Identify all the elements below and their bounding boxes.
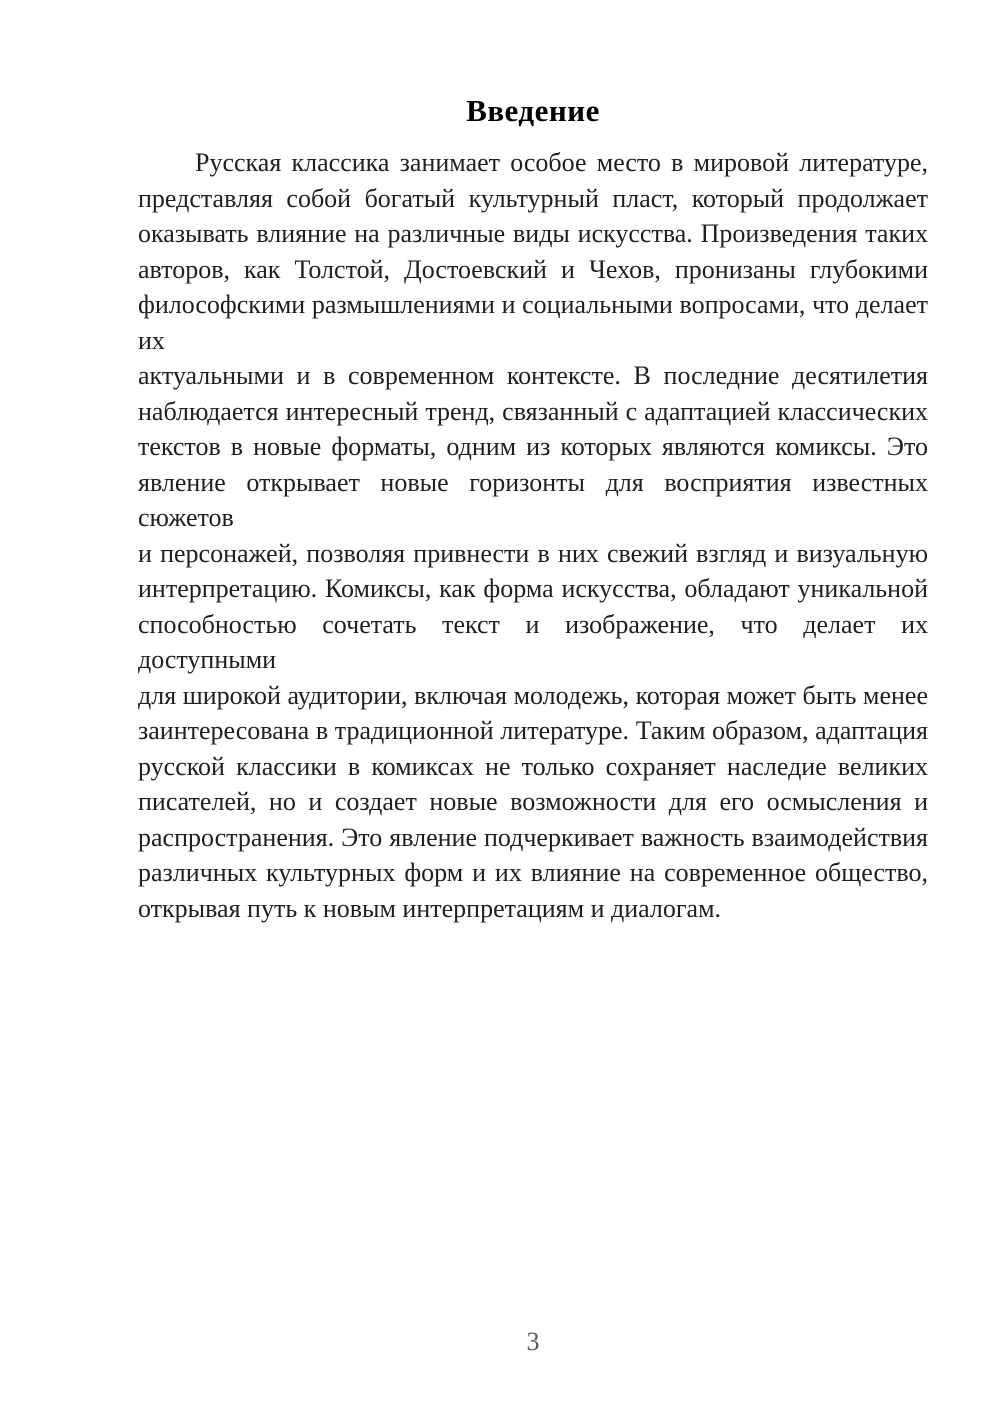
paragraph-line: распространения. Это явление подчеркивает важность взаимодействия	[138, 822, 928, 852]
paragraph-line: способностью сочетать текст и изображение, что делает их доступными	[138, 609, 928, 674]
paragraph-line: авторов, как Толстой, Достоевский и Чехов, пронизаны глубокими	[138, 254, 928, 284]
paragraph-line: заинтересована в традиционной литературе. Таким образом, адаптация	[138, 716, 928, 745]
paragraph-line: и персонажей, позволяя привнести в них свежий взгляд и визуальную	[138, 538, 928, 568]
paragraph-line: для широкой аудитории, включая молодежь, которая может быть менее	[138, 680, 928, 710]
text-column	[138, 93, 928, 926]
paragraph-line: актуальными и в современном контексте. В последние десятилетия	[138, 361, 928, 390]
paragraph-line: русской классики в комиксах не только сохраняет наследие великих	[138, 751, 928, 781]
page-title: Введение	[466, 93, 600, 128]
paragraph-line: Русская классика занимает особое место в мировой литературе,	[195, 148, 928, 177]
paragraph-line: оказывать влияние на различные виды искусства. Произведения таких	[138, 219, 928, 248]
paragraph-line: интерпретацию. Комиксы, как форма искусства, обладают уникальной	[138, 574, 928, 603]
paragraph-line: писателей, но и создает новые возможности для его осмысления и	[138, 787, 928, 816]
paragraph-line: открывая путь к новым интерпретациям и диалогам.	[138, 893, 722, 923]
paragraph-line: явление открывает новые горизонты для восприятия известных сюжетов	[138, 467, 928, 532]
page-number: 3	[526, 1327, 540, 1356]
paragraph-line: представляя собой богатый культурный пласт, который продолжает	[138, 183, 928, 213]
intro-paragraph	[138, 145, 928, 926]
paragraph-line: различных культурных форм и их влияние на современное общество,	[138, 858, 928, 887]
paragraph-line: философскими размышлениями и социальными вопросами, что делает их	[138, 290, 928, 355]
paragraph-line: наблюдается интересный тренд, связанный с адаптацией классических	[138, 396, 928, 426]
paragraph-line: текстов в новые форматы, одним из которых являются комиксы. Это	[138, 432, 928, 461]
